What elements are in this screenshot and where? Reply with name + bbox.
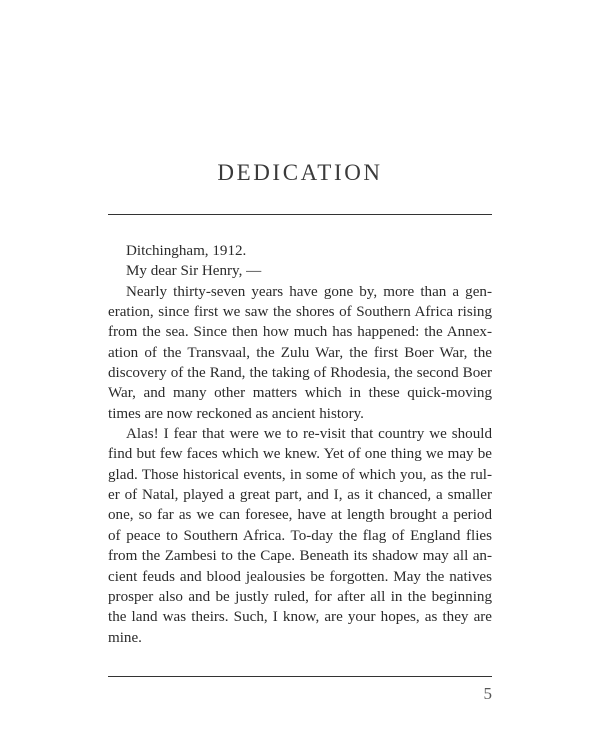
- text-line: find but few faces which we knew. Yet of one thing we may be: [108, 446, 492, 463]
- text-line: Ditchingham, 1912.: [126, 243, 247, 259]
- text-line: of peace to Southern Africa. To-day the flag of England flies: [108, 527, 492, 544]
- text-line: Nearly thirty-seven years have gone by, more than a gen-: [126, 283, 492, 300]
- page-number: 5: [483, 684, 492, 703]
- text-line: War, and many other matters which in these quick-moving: [108, 385, 492, 402]
- text-line: from the Zambesi to the Cape. Beneath its shadow may all an-: [108, 548, 492, 565]
- text-line: My dear Sir Henry, —: [126, 263, 262, 280]
- text-line: ation of the Transvaal, the Zulu War, the first Boer War, the: [108, 344, 492, 361]
- text-line: prosper also and be justly ruled, for after all in the beginning: [108, 588, 492, 605]
- text-line: mine.: [108, 629, 142, 646]
- text-line: times are now reckoned as ancient history.: [108, 405, 364, 422]
- bottom-divider: [108, 676, 492, 677]
- text-line: er of Natal, played a great part, and I, as it chanced, a smaller: [108, 487, 492, 504]
- page-title: DEDICATION: [217, 160, 383, 185]
- text-line: discovery of the Rand, the taking of Rhodesia, the second Boer: [108, 365, 492, 382]
- text-line: Alas! I fear that were we to re-visit that country we should: [126, 426, 492, 443]
- text-line: the land was theirs. Such, I know, are your hopes, as they are: [108, 609, 492, 626]
- text-line: glad. Those historical events, in some of which you, as the rul-: [108, 466, 492, 483]
- text-line: eration, since first we saw the shores of Southern Africa rising: [108, 304, 492, 321]
- text-line: one, so far as we can foresee, have at length brought a period: [108, 507, 492, 524]
- text-line: cient feuds and blood jealousies be forgotten. May the natives: [108, 568, 492, 585]
- top-divider: [108, 214, 492, 215]
- text-line: from the sea. Since then how much has happened: the Annex-: [108, 324, 492, 341]
- dedication-text: [108, 241, 492, 648]
